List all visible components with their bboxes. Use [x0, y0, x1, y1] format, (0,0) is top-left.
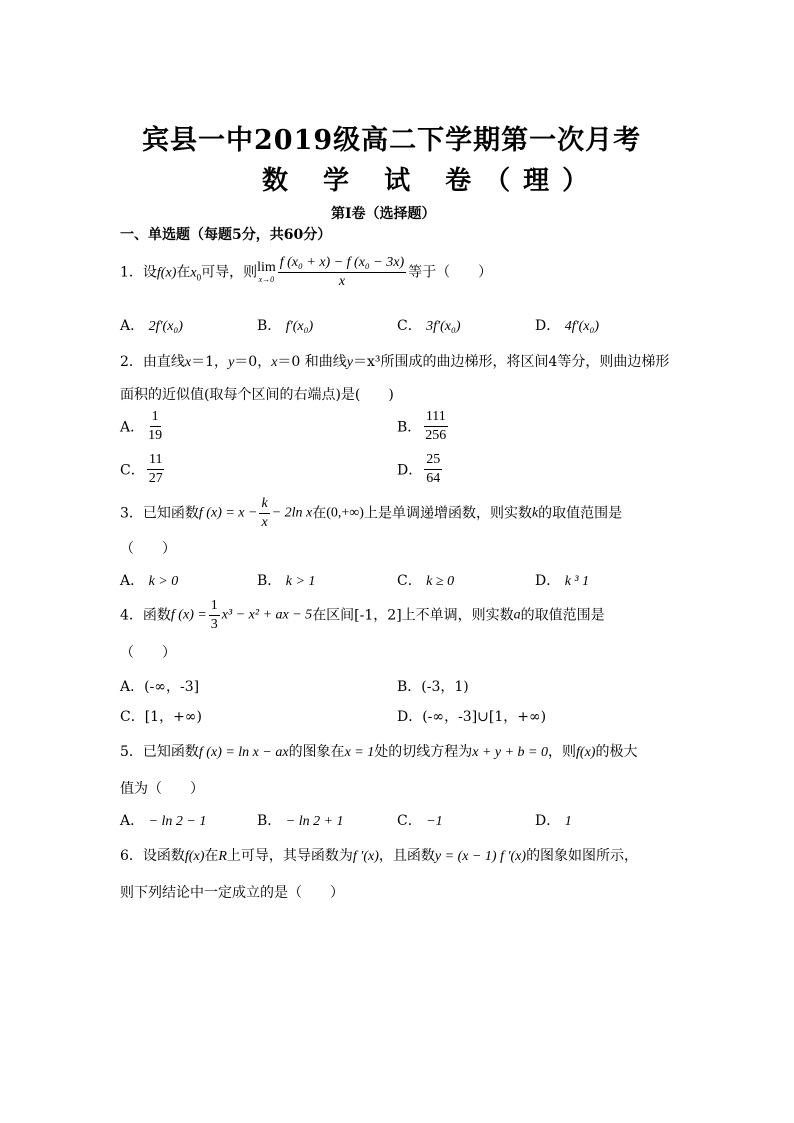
q3-option-a: A． k > 0 [120, 573, 179, 589]
q2-option-d: D． $\frac{25}{64}$ [397, 452, 441, 486]
q5-option-a: A． − ln 2 − 1 [120, 813, 207, 829]
q1-option-d: D． 4f′(x₀) [535, 318, 600, 334]
question-2-line1: 2．由直线x＝1，y＝0，x＝0 和曲线y＝x³所围成的曲边梯形，将区间4等分，则曲边梯形 [120, 354, 670, 370]
q1-option-b: B． f′(x₀) [257, 318, 314, 334]
q5-option-b: B． − ln 2 + 1 [257, 813, 344, 829]
q6-line2: 则下列结论中一定成立的是（ ） [120, 885, 344, 901]
q3-paren: （ ） [120, 541, 176, 557]
question-3: 3．已知函数f (x) = x − $\frac{k}{x}$ − 2ln x在(0,+∞)上是单调递增函数，则实数k的取值范围是 [120, 496, 623, 530]
q4-option-b: B．(-3，1) [397, 679, 469, 695]
question-2-line2: 面积的近似值(取每个区间的右端点)是( ) [120, 387, 394, 403]
q4-option-a: A．(-∞，-3] [120, 679, 200, 695]
question-6: 6．设函数f(x)在R上可导，其导函数为f ′(x)，且函数y = (x − 1) f ′(x)的图象如图所示， [120, 848, 639, 864]
section-heading: 一、单选题（每题5分，共60分） [120, 227, 332, 243]
q1-x0: x [190, 265, 197, 281]
q5-line2: 值为（ ） [120, 781, 204, 797]
question-4: 4．函数f (x) = $\frac{1}{3}$ x³ − x² + ax − 5在区间[-1，2]上不单调，则实数a的取值范围是 [120, 598, 605, 632]
exam-subtitle: 数 学 试 卷（理） [262, 166, 602, 196]
q1-option-c: C． 3f′(x₀) [397, 318, 461, 334]
q5-option-d: D． 1 [535, 813, 572, 829]
q1-fx: f(x) [156, 265, 177, 281]
q4-option-d: D．(-∞，-3]∪[1，+∞) [397, 709, 547, 725]
q2-option-a: A． $\frac{1}{19}$ [120, 409, 163, 443]
question-5: 5．已知函数f (x) = ln x − ax的图象在x = 1处的切线方程为x + y + b = 0，则f(x)的极大 [120, 744, 638, 760]
q1-text: 在 [176, 264, 191, 281]
q1-number: 1． [120, 264, 143, 281]
q2-option-b: B． $\frac{111}{256}$ [397, 409, 447, 443]
q1-limit: lim x→0 [257, 260, 276, 284]
q4-paren: （ ） [120, 645, 176, 661]
q1-fraction: $\frac{\text{f (x₀ + x) − f (x₀ − 3x)}}{x}$ [279, 255, 405, 289]
q2-option-c: C． $\frac{11}{27}$ [120, 452, 163, 486]
q1-text: 等于（ ） [408, 264, 493, 281]
q1-text: 设 [142, 264, 157, 281]
q1-option-a: A． 2f′(x₀) [120, 318, 183, 334]
q3-option-b: B． k > 1 [257, 573, 316, 589]
part-heading: 第I卷（选择题） [331, 206, 436, 222]
q4-option-c: C．[1，+∞) [120, 709, 202, 725]
q3-option-c: C． k ≥ 0 [397, 573, 455, 589]
q5-option-c: C． −1 [397, 813, 443, 829]
question-1: 1．设f(x)在$x_0$可导，则 lim x→0 $\frac{\text{f (x₀ + x) − f (x₀ − 3x)}}{x}$ 等于（ ） [120, 255, 493, 289]
q3-option-d: D． k ³ 1 [535, 573, 590, 589]
q1-text: 可导，则 [201, 264, 258, 281]
exam-title: 宾县一中2019级高二下学期第一次月考 [142, 125, 642, 156]
